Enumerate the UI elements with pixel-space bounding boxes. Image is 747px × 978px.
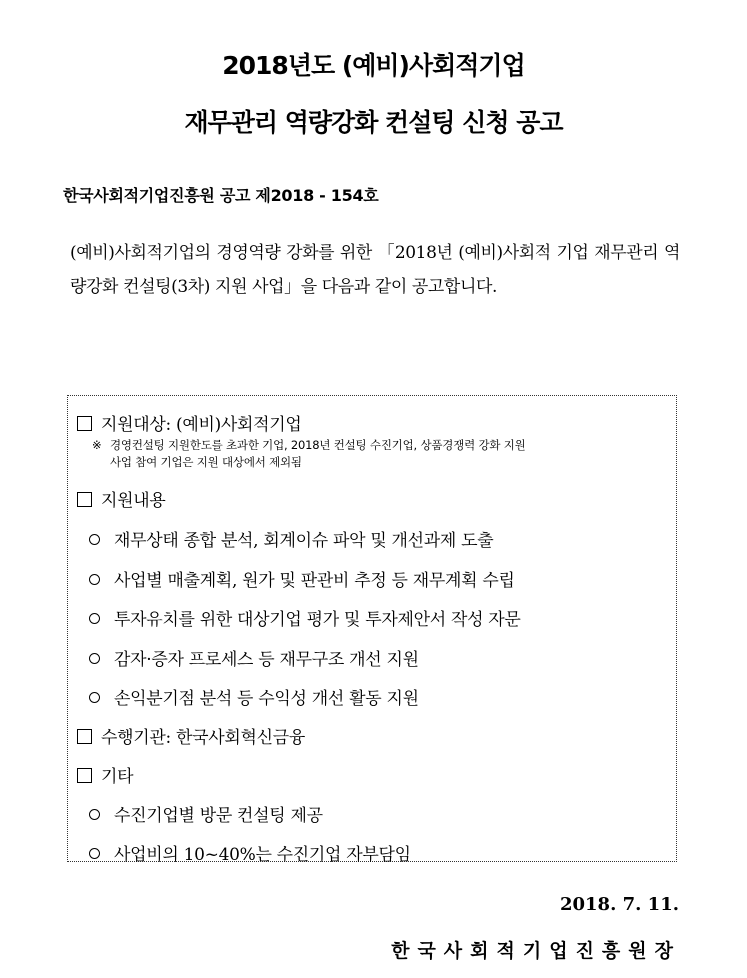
- circle-bullet-icon: [89, 653, 100, 664]
- section-etc-heading: 기타: [101, 767, 134, 787]
- list-item: 감자·증자 프로세스 등 재무구조 개선 지원: [89, 645, 419, 670]
- notice-number: 한국사회적기업진흥원 공고 제2018 - 154호: [63, 186, 379, 205]
- document-title-line-1: 2018년도 (예비)사회적기업: [222, 51, 525, 80]
- list-item: 손익분기점 분석 등 수익성 개선 활동 지원: [89, 684, 419, 709]
- section-agency-heading: 수행기관: 한국사회혁신금융: [101, 728, 305, 748]
- section-agency: [77, 723, 305, 748]
- checkbox-icon: [77, 416, 92, 431]
- circle-bullet-icon: [89, 809, 100, 820]
- issuer-signature: 한국사회적기업진흥원장: [391, 940, 681, 962]
- section-content: [77, 486, 166, 511]
- section-content-heading: 지원내용: [101, 491, 166, 511]
- section-target: [77, 410, 302, 435]
- notice-details-box: [67, 395, 677, 865]
- checkbox-icon: [77, 729, 92, 744]
- list-item: 사업비의 10~40%는 수진기업 자부담임: [89, 840, 411, 865]
- circle-bullet-icon: [89, 848, 100, 859]
- notice-date: 2018. 7. 11.: [559, 894, 679, 915]
- checkbox-icon: [77, 492, 92, 507]
- document-title-line-2: 재무관리 역량강화 컨설팅 신청 공고: [184, 108, 563, 137]
- note-line-2: 사업 참여 기업은 지원 대상에서 제외됨: [110, 455, 302, 469]
- list-item: 수진기업별 방문 컨설팅 제공: [89, 801, 323, 826]
- target-exclusion-note: [92, 437, 672, 471]
- intro-paragraph: (예비)사회적기업의 경영역량 강화를 위한 「2018년 (예비)사회적 기업 재무관리 역량강화 컨설팅(3차) 지원 사업」을 다음과 같이 공고합니다.: [70, 243, 680, 297]
- circle-bullet-icon: [89, 613, 100, 624]
- circle-bullet-icon: [89, 574, 100, 585]
- list-item: 사업별 매출계획, 원가 및 판관비 추정 등 재무계획 수립: [89, 566, 515, 591]
- list-item: 투자유치를 위한 대상기업 평가 및 투자제안서 작성 자문: [89, 605, 521, 630]
- section-target-heading: 지원대상: (예비)사회적기업: [101, 415, 302, 435]
- section-etc: [77, 762, 133, 787]
- note-line-1: 경영컨설팅 지원한도를 초과한 기업, 2018년 컨설팅 수진기업, 상품경쟁력 강화 지원: [110, 438, 526, 452]
- reference-mark-icon: ※: [92, 438, 102, 452]
- circle-bullet-icon: [89, 534, 100, 545]
- list-item: 재무상태 종합 분석, 회계이슈 파악 및 개선과제 도출: [89, 526, 493, 551]
- circle-bullet-icon: [89, 692, 100, 703]
- checkbox-icon: [77, 768, 92, 783]
